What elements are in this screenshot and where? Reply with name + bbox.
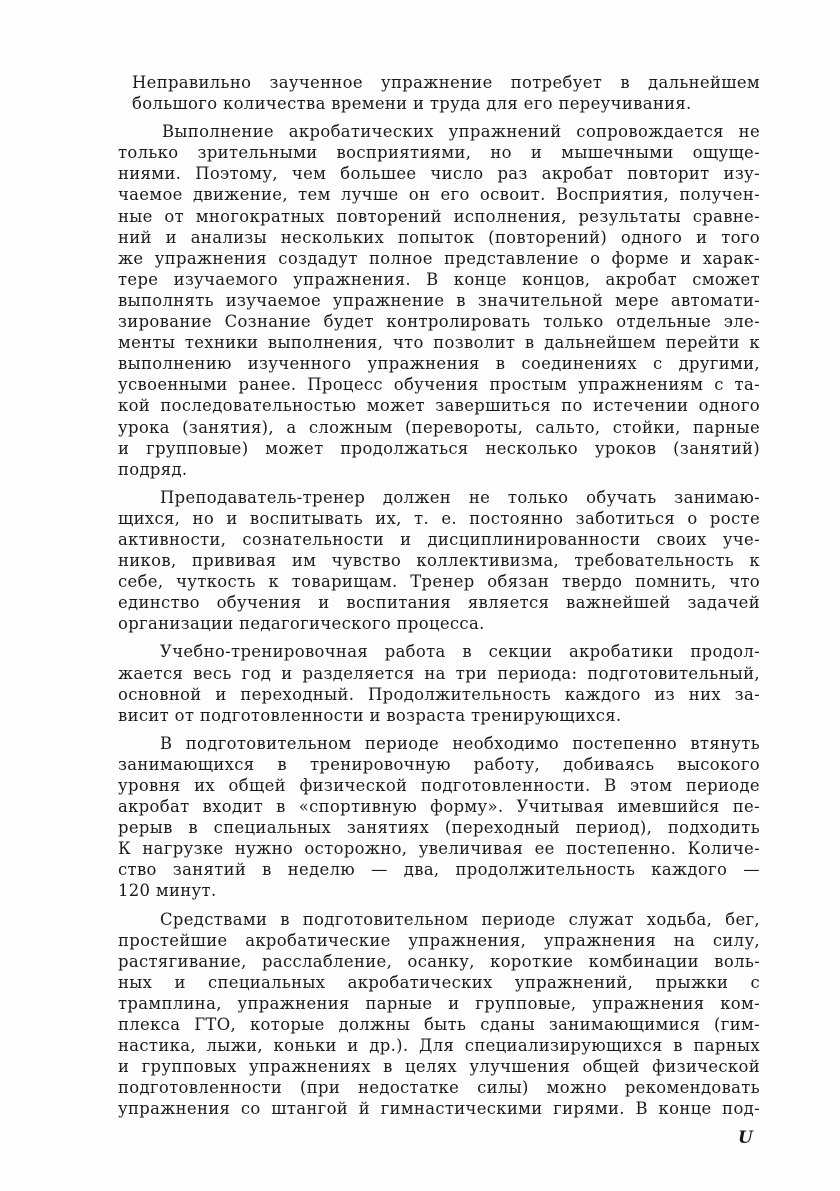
text-line: и групповых упражнениях в целях улучшения общей физической	[118, 1057, 760, 1077]
text-line: зирование Сознание будет контролировать только отдельные эле-	[118, 312, 760, 332]
text-line: Учебно-тренировочная работа в секции акробатики продол-	[160, 642, 760, 662]
page-number: U	[738, 1128, 753, 1148]
paragraph	[118, 72, 760, 114]
text-line: чаемое движение, тем лучше он его освоит. Восприятия, получен-	[118, 185, 760, 205]
text-line: Выполнение акробатических упражнений сопровождается не	[162, 122, 760, 142]
text-line: Неправильно заученное упражнение потребует в дальнейшем	[132, 73, 760, 92]
text-line: занимающихся в тренировочную работу, добиваясь высокого	[118, 754, 760, 774]
text-line: висит от подготовленности и возраста тренирующихся.	[118, 705, 622, 725]
text-line: К нагрузке нужно осторожно, увеличивая ее постепенно. Количе-	[118, 839, 760, 859]
text-line: щихся, но и воспитывать их, т. е. постоянно заботиться о росте	[118, 508, 760, 528]
text-line: подряд.	[118, 459, 188, 479]
text-line: единство обучения и воспитания является важнейшей задачей	[118, 593, 760, 613]
text-line: ные от многократных повторений исполнения, результаты сравне-	[118, 206, 760, 226]
paragraph	[118, 121, 760, 480]
paragraph	[118, 909, 760, 1120]
paragraph	[118, 733, 760, 902]
text-line: основной и переходный. Продолжительность каждого из них за-	[118, 684, 760, 704]
text-line: активности, сознательности и дисциплинированности своих уче-	[118, 529, 760, 549]
text-line: простейшие акробатические упражнения, упражнения на силу,	[118, 930, 760, 950]
text-line: только зрительными восприятиями, но и мышечными ощуще-	[118, 143, 760, 163]
text-line: менты техники выполнения, что позволит в дальнейшем перейти к	[118, 333, 760, 353]
text-line: ников, прививая им чувство коллективизма, требовательность к	[118, 551, 760, 571]
text-line: жается весь год и разделяется на три периода: подготовительный,	[118, 663, 760, 683]
text-line: урока (занятия), а сложным (перевороты, сальто, стойки, парные	[118, 417, 760, 437]
text-line: кой последовательностью может завершиться по истечении одного	[118, 396, 760, 416]
text-line: В подготовительном периоде необходимо постепенно втянуть	[160, 733, 760, 753]
text-line: Средствами в подготовительном периоде служат ходьба, бег,	[160, 909, 760, 929]
text-line: ниями. Поэтому, чем большее число раз акробат повторит изу-	[118, 164, 760, 184]
text-line: упражнения со штангой й гимнастическими гирями. В конце под-	[118, 1099, 760, 1119]
text-line: ство занятий в неделю — два, продолжительность каждого —	[118, 860, 760, 880]
text-line: тере изучаемого упражнения. В конце концов, акробат сможет	[118, 269, 760, 289]
text-line: настика, лыжи, коньки и др.). Для специализирующихся в парных	[118, 1036, 760, 1056]
text-line: рерыв в специальных занятиях (переходный период), подходить	[118, 818, 760, 838]
text-line: себе, чуткость к товарищам. Тренер обязан твердо помнить, что	[118, 572, 760, 592]
text-line: большого количества времени и труда для его переучивания.	[132, 94, 692, 114]
text-line: растягивание, расслабление, осанку, короткие комбинации воль-	[118, 951, 760, 971]
text-line: организации педагогического процесса.	[118, 614, 485, 634]
text-line: ных и специальных акробатических упражнений, прыжки с	[118, 972, 760, 992]
text-line: акробат входит в «спортивную форму». Учитывая имевшийся пе-	[118, 797, 760, 817]
text-line: выполнению изученного упражнения в соединениях с другими,	[118, 354, 760, 374]
text-line: усвоенными ранее. Процесс обучения простым упражнениям с та-	[118, 375, 760, 395]
text-line: Преподаватель-тренер должен не только обучать занимаю-	[160, 487, 760, 507]
text-line: ний и анализы нескольких попыток (повторений) одного и того	[118, 227, 760, 247]
paragraph	[118, 641, 760, 725]
paragraph	[118, 487, 760, 635]
text-line: подготовленности (при недостатке силы) можно рекомендовать	[118, 1078, 760, 1098]
text-line: 120 минут.	[118, 881, 217, 901]
text-line: плекса ГТО, которые должны быть сданы занимающимися (гим-	[118, 1015, 760, 1035]
text-line: трамплина, упражнения парные и групповые, упражнения ком-	[118, 993, 760, 1013]
text-line: выполнять изучаемое упражнение в значительной мере автомати-	[118, 290, 760, 310]
text-line: же упражнения создадут полное представление о форме и харак-	[118, 248, 760, 268]
text-line: уровня их общей физической подготовленности. В этом периоде	[118, 776, 760, 795]
text-line: и групповые) может продолжаться несколько уроков (занятий)	[118, 438, 760, 458]
text-column	[118, 72, 760, 1120]
